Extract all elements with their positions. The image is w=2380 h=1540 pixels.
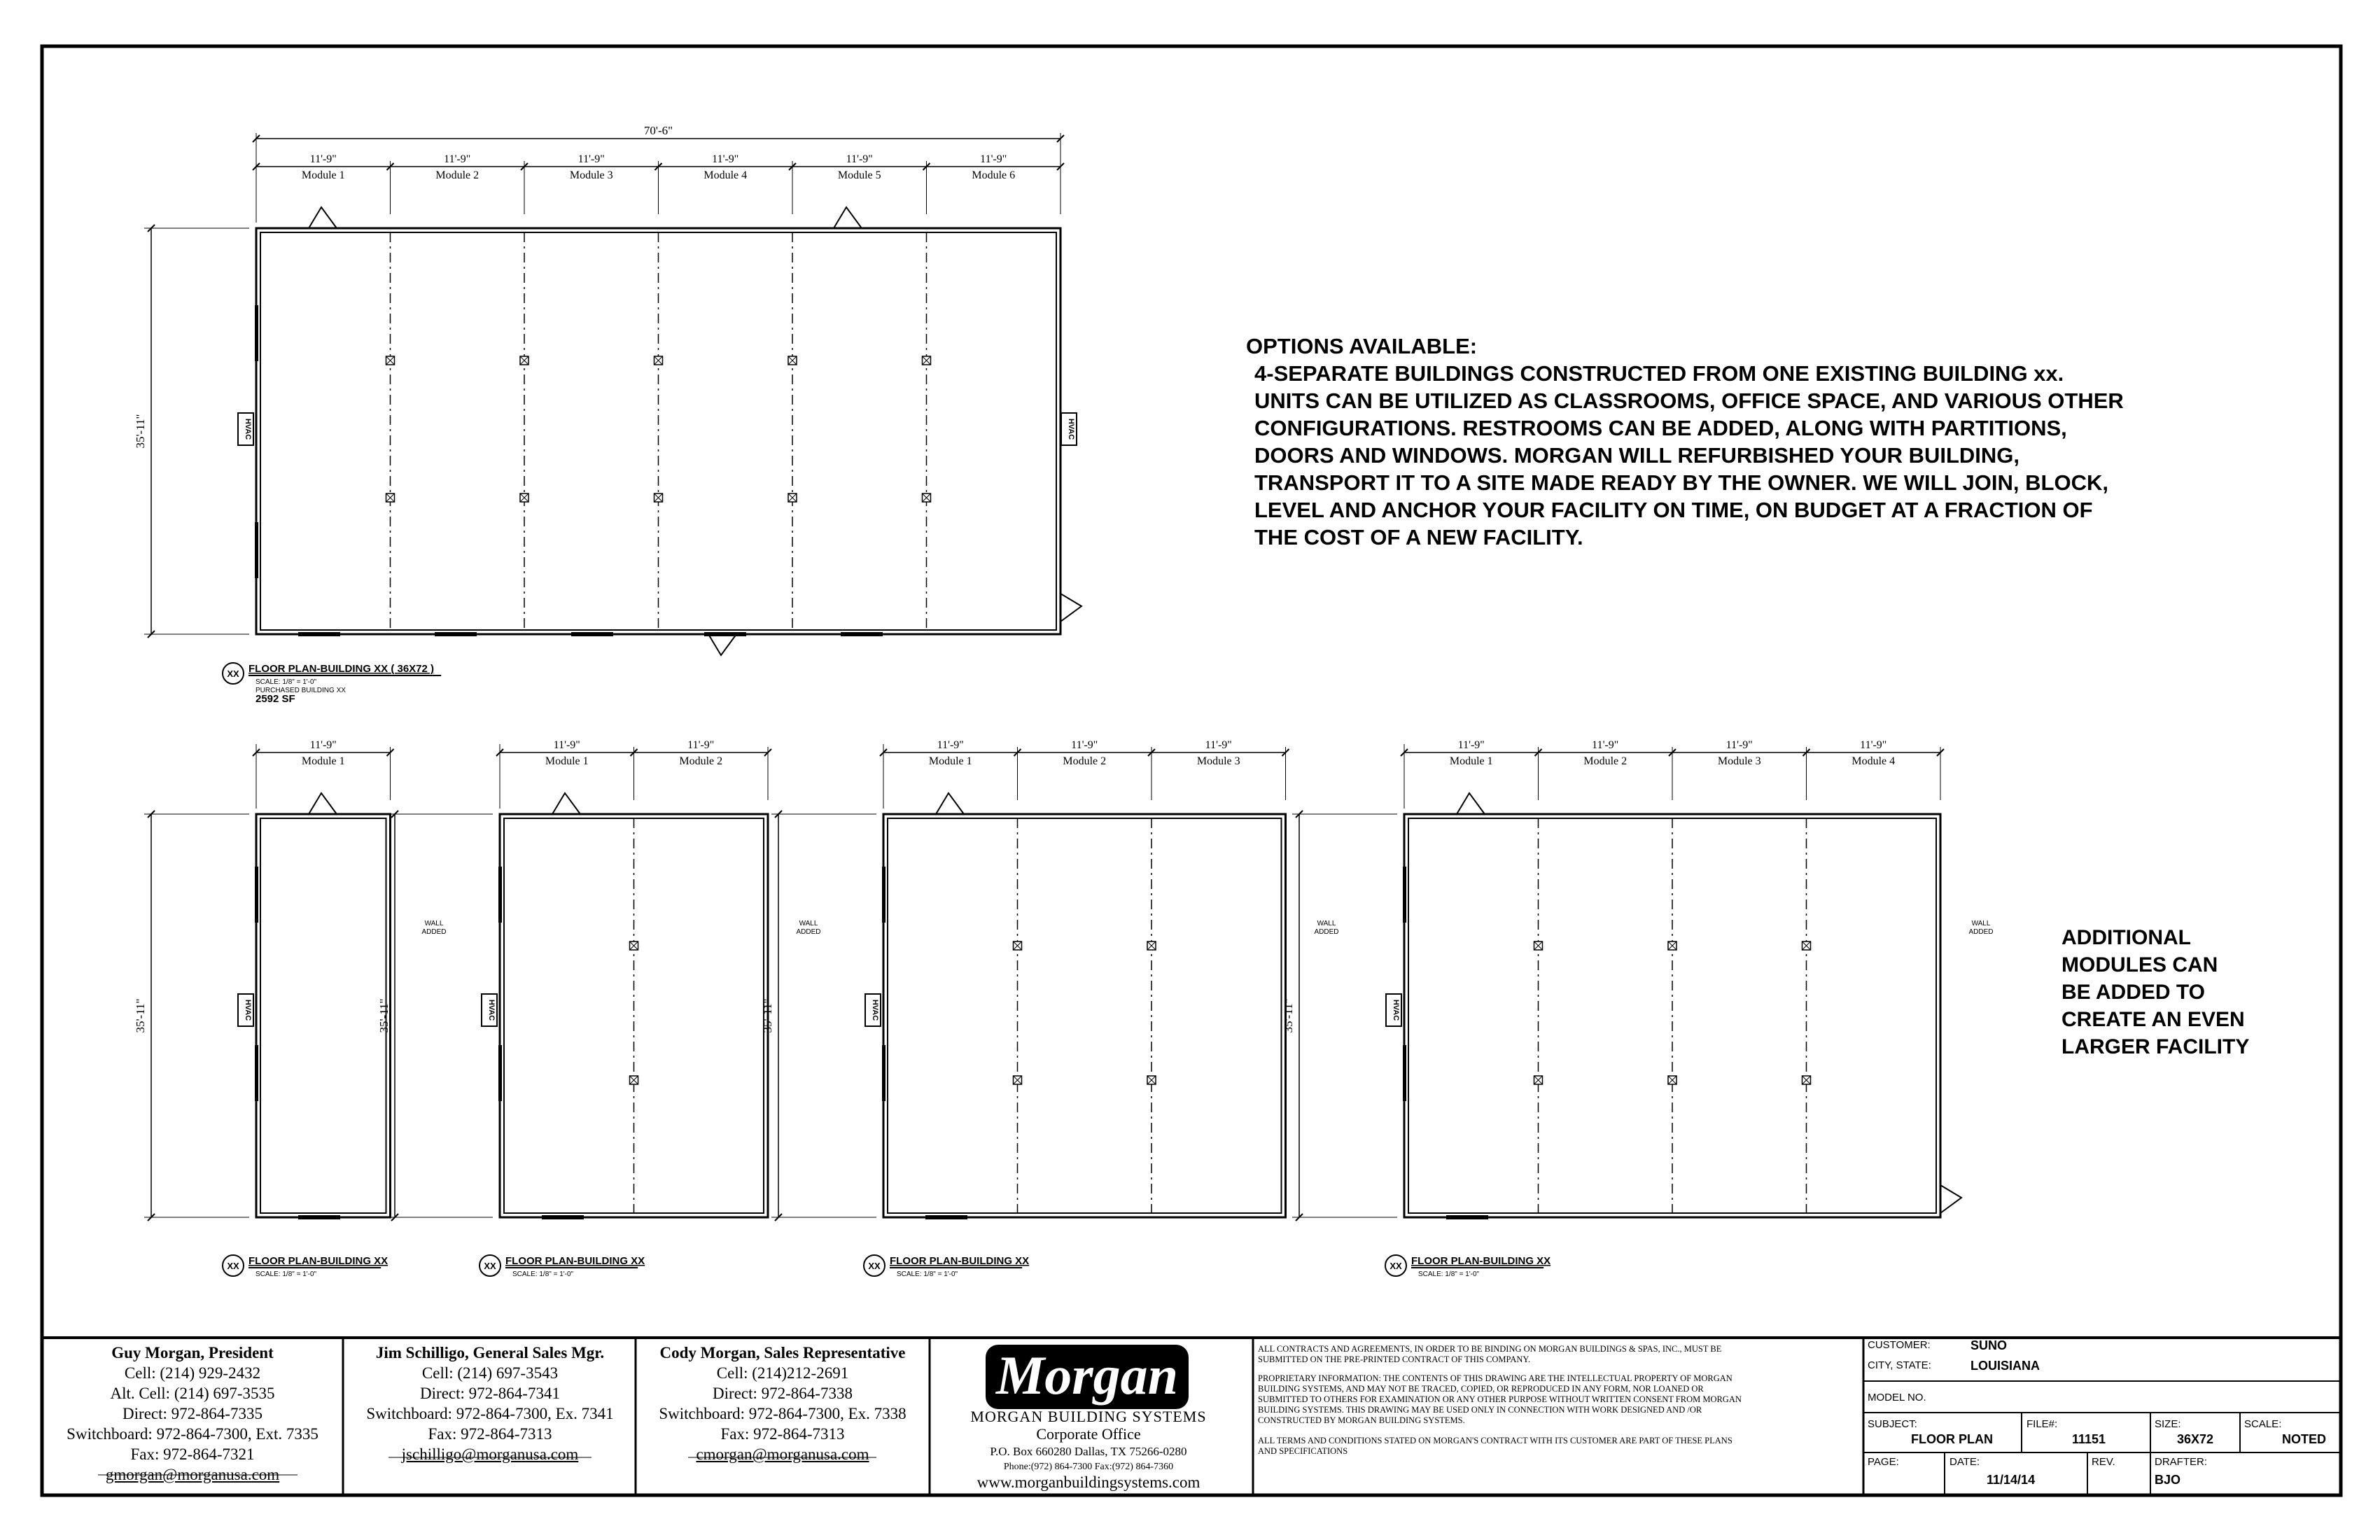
small-floor-plan <box>761 739 1289 1278</box>
contact-guy-morgan <box>46 1343 340 1485</box>
options-line: THE COST OF A NEW FACILITY. <box>1254 525 1583 550</box>
file-value: 11151 <box>2072 1432 2106 1446</box>
additional-modules-note <box>2062 924 2249 1060</box>
date-label: DATE: <box>1949 1456 1980 1468</box>
module-label: Module 4 <box>1851 755 1896 767</box>
contact-line: Cell: (214) 697-3543 <box>421 1364 559 1382</box>
door-swing <box>309 793 337 814</box>
module-label: Module 5 <box>837 169 881 181</box>
module-width-label: 11'-9" <box>937 739 964 751</box>
customer-label: CUSTOMER: <box>1868 1339 1931 1351</box>
module-label: Module 3 <box>569 169 613 181</box>
module-label: Module 2 <box>679 755 723 767</box>
window <box>925 1215 967 1219</box>
contact-email-link[interactable]: jschilligo@morganusa.com <box>401 1446 579 1463</box>
contact-line: Direct: 972-864-7338 <box>713 1385 853 1402</box>
options-line: 4-SEPARATE BUILDINGS CONSTRUCTED FROM ONE EXISTING BUILDING xx. <box>1254 361 2064 386</box>
additional-line: BE ADDED TO <box>2062 981 2206 1004</box>
door-swing <box>309 207 337 228</box>
module-width-label: 11'-9" <box>309 739 337 751</box>
module-width-label: 11'-9" <box>846 153 873 165</box>
module-label: Module 1 <box>1449 755 1493 767</box>
legal-line: CONSTRUCTED BY MORGAN BUILDING SYSTEMS. <box>1258 1415 1465 1425</box>
module-width-label: 11'-9" <box>1457 739 1485 751</box>
options-line: DOORS AND WINDOWS. MORGAN WILL REFURBISHED YOUR BUILDING, <box>1254 443 2020 468</box>
options-note <box>1246 332 2124 551</box>
plan-title: FLOOR PLAN-BUILDING XX <box>505 1255 645 1267</box>
door-swing <box>1457 793 1485 814</box>
options-line: LEVEL AND ANCHOR YOUR FACILITY ON TIME, ON BUDGET AT A FRACTION OF <box>1254 498 2093 522</box>
options-heading: OPTIONS AVAILABLE: <box>1246 334 1478 358</box>
module-label: Module 1 <box>545 755 589 767</box>
contact-line: Direct: 972-864-7335 <box>122 1405 262 1422</box>
company-info <box>938 1408 1239 1491</box>
additional-line: CREATE AN EVEN <box>2062 1008 2245 1031</box>
rev-label: REV. <box>2092 1456 2115 1468</box>
module-width-label: 11'-9" <box>444 153 471 165</box>
module-width-label: 11'-9" <box>553 739 580 751</box>
plan-scale: SCALE: 1/8" = 1'-0" <box>255 678 317 686</box>
overall-dim-label: 70'-6" <box>643 124 673 137</box>
legal-line: BUILDING SYSTEMS. THIS DRAWING MAY BE USED ONLY IN CONNECTION WITH WORK DESIGNED AND /OR <box>1258 1405 1702 1415</box>
company-address: P.O. Box 660280 Dallas, TX 75266-0280 <box>990 1445 1187 1458</box>
door-swing <box>708 634 736 655</box>
window <box>498 1045 502 1101</box>
plan-scale: SCALE: 1/8" = 1'-0" <box>1418 1270 1480 1278</box>
module-width-label: 11'-9" <box>578 153 605 165</box>
door-swing <box>834 207 862 228</box>
plan-marker-label: XX <box>484 1261 496 1271</box>
scale-label: SCALE: <box>2244 1418 2282 1430</box>
depth-label: 35'-11" <box>377 998 391 1033</box>
drafter-value: BJO <box>2155 1473 2181 1487</box>
wall-added-note: WALL <box>1317 920 1336 927</box>
module-width-label: 11'-9" <box>1726 739 1753 751</box>
window <box>255 305 258 361</box>
main-floor-plan <box>134 124 1082 705</box>
module-label: Module 2 <box>1063 755 1107 767</box>
door-swing <box>936 793 964 814</box>
window <box>1403 1045 1406 1101</box>
module-label: Module 6 <box>972 169 1016 181</box>
city-value: LOUISIANA <box>1970 1359 2040 1373</box>
window <box>882 867 886 923</box>
morgan-logo: Morgan <box>986 1345 1189 1409</box>
hvac-label: HVAC <box>1067 418 1075 440</box>
model-label: MODEL NO. <box>1868 1392 1926 1404</box>
interior-wall <box>888 818 1282 1213</box>
small-floor-plan <box>377 739 771 1278</box>
plan-title: FLOOR PLAN-BUILDING XX <box>890 1255 1030 1267</box>
legal-line: PROPRIETARY INFORMATION: THE CONTENTS OF THIS DRAWING ARE THE INTELLECTUAL PROPERTY OF MORGAN <box>1258 1373 1732 1383</box>
legal-proprietary <box>1258 1373 1860 1426</box>
additional-line: ADDITIONAL <box>2062 926 2191 949</box>
plan-title: FLOOR PLAN-BUILDING XX <box>248 1255 388 1267</box>
options-line: CONFIGURATIONS. RESTROOMS CAN BE ADDED, ALONG WITH PARTITIONS, <box>1254 416 2067 440</box>
window <box>298 1215 340 1219</box>
module-label: Module 4 <box>704 169 748 181</box>
legal-terms <box>1258 1436 1860 1457</box>
plan-title: FLOOR PLAN-BUILDING XX ( 36X72 ) <box>248 663 435 675</box>
wall-added-note: ADDED <box>796 928 821 936</box>
module-label: Module 3 <box>1196 755 1240 767</box>
window <box>255 867 258 923</box>
contact-line: Cell: (214) 929-2432 <box>124 1364 261 1382</box>
window <box>542 1215 584 1219</box>
module-width-label: 11'-9" <box>687 739 715 751</box>
wall-added-note: ADDED <box>421 928 447 936</box>
plan-marker-label: XX <box>1390 1261 1402 1271</box>
contact-line: Alt. Cell: (214) 697-3535 <box>110 1385 275 1402</box>
small-floor-plan <box>1282 739 1961 1278</box>
module-width-label: 11'-9" <box>1860 739 1887 751</box>
door-swing <box>1940 1185 1961 1213</box>
hvac-label: HVAC <box>871 999 879 1021</box>
wall-added-note: WALL <box>1971 920 1991 927</box>
contact-jim-schilligo <box>346 1343 634 1464</box>
contact-name: Jim Schilligo, General Sales Mgr. <box>375 1344 605 1362</box>
wall-added-note: WALL <box>424 920 444 927</box>
module-label: Module 3 <box>1717 755 1761 767</box>
window <box>435 632 477 636</box>
wall-added-note: ADDED <box>1968 928 1994 936</box>
city-label: CITY, STATE: <box>1868 1359 1931 1371</box>
depth-label: 35'-11" <box>134 998 147 1033</box>
contact-name: Guy Morgan, President <box>111 1344 274 1362</box>
company-website-link[interactable]: www.morganbuildingsystems.com <box>976 1474 1200 1491</box>
module-label: Module 1 <box>301 169 345 181</box>
legal-notes <box>1258 1344 1860 1457</box>
window <box>704 632 746 636</box>
window <box>841 632 883 636</box>
contact-line: Fax: 972-864-7313 <box>428 1425 552 1443</box>
size-value: 36X72 <box>2177 1432 2214 1446</box>
window <box>498 867 502 923</box>
module-label: Module 2 <box>435 169 479 181</box>
legal-line: ALL CONTRACTS AND AGREEMENTS, IN ORDER TO BE BINDING ON MORGAN BUILDINGS & SPAS, INC., MUST BE <box>1258 1344 1722 1354</box>
options-line: UNITS CAN BE UTILIZED AS CLASSROOMS, OFFICE SPACE, AND VARIOUS OTHER <box>1254 388 2124 413</box>
contact-line: Switchboard: 972-864-7300, Ext. 7335 <box>66 1425 318 1443</box>
module-width-label: 11'-9" <box>309 153 337 165</box>
contact-line: Direct: 972-864-7341 <box>420 1385 560 1402</box>
company-name: MORGAN BUILDING SYSTEMS <box>970 1408 1207 1425</box>
exterior-wall <box>883 814 1286 1217</box>
depth-label: 35'-11" <box>1282 998 1295 1033</box>
subject-value: FLOOR PLAN <box>1911 1432 1993 1446</box>
legal-line: BUILDING SYSTEMS, AND MAY NOT BE TRACED, COPIED, OR REPRODUCED IN ANY FORM, NOR LOANED OR <box>1258 1384 1704 1394</box>
contact-email-link[interactable]: cmorgan@morganusa.com <box>696 1446 869 1463</box>
subject-label: SUBJECT: <box>1868 1418 1917 1430</box>
additional-line: LARGER FACILITY <box>2062 1035 2250 1058</box>
page-label: PAGE: <box>1868 1456 1899 1468</box>
company-phone: Phone:(972) 864-7300 Fax:(972) 864-7360 <box>1003 1462 1174 1472</box>
plan-scale: SCALE: 1/8" = 1'-0" <box>255 1270 317 1278</box>
hvac-label: HVAC <box>244 999 252 1021</box>
contact-email-link[interactable]: gmorgan@morganusa.com <box>105 1466 280 1483</box>
contact-line: Fax: 972-864-7321 <box>130 1446 255 1463</box>
legal-line: SUBMITTED TO OTHERS FOR EXAMINATION OR ANY OTHER PURPOSE WITHOUT WRITTEN CONSENT FROM MORGAN <box>1258 1394 1742 1404</box>
sheet-border <box>42 46 2341 1495</box>
window <box>255 1045 258 1101</box>
legal-line: SUBMITTED ON THE PRE-PRINTED CONTRACT OF THIS COMPANY. <box>1258 1354 1530 1364</box>
module-width-label: 11'-9" <box>1071 739 1098 751</box>
plan-note: PURCHASED BUILDING XX <box>255 687 346 694</box>
plan-title: FLOOR PLAN-BUILDING XX <box>1411 1255 1551 1267</box>
door-swing <box>552 793 580 814</box>
plan-note: 2592 SF <box>255 693 295 705</box>
contact-line: Cell: (214)212-2691 <box>716 1364 849 1382</box>
size-label: SIZE: <box>2155 1418 2181 1430</box>
exterior-wall <box>256 814 391 1217</box>
contact-line: Switchboard: 972-864-7300, Ex. 7338 <box>659 1405 906 1422</box>
hvac-label: HVAC <box>487 999 496 1021</box>
date-value: 11/14/14 <box>1987 1473 2036 1487</box>
legal-line: ALL TERMS AND CONDITIONS STATED ON MORGAN'S CONTRACT WITH ITS CUSTOMER ARE PART OF THESE PLANS <box>1258 1436 1732 1446</box>
contact-line: Fax: 972-864-7313 <box>720 1425 845 1443</box>
plan-marker-label: XX <box>227 1261 239 1271</box>
wall-added-note: ADDED <box>1314 928 1339 936</box>
small-floor-plan <box>134 739 394 1278</box>
contact-name: Cody Morgan, Sales Representative <box>659 1344 906 1362</box>
hvac-label: HVAC <box>1392 999 1400 1021</box>
file-label: FILE#: <box>2026 1418 2058 1430</box>
plan-scale: SCALE: 1/8" = 1'-0" <box>897 1270 958 1278</box>
contact-line: Switchboard: 972-864-7300, Ex. 7341 <box>366 1405 614 1422</box>
depth-label: 35'-11" <box>134 414 147 449</box>
plan-marker-label: XX <box>868 1261 881 1271</box>
window <box>882 1045 886 1101</box>
scale-value: NOTED <box>2282 1432 2326 1446</box>
interior-wall <box>260 818 386 1213</box>
wall-added-note: WALL <box>799 920 818 927</box>
plan-scale: SCALE: 1/8" = 1'-0" <box>512 1270 574 1278</box>
module-width-label: 11'-9" <box>1205 739 1232 751</box>
module-label: Module 1 <box>301 755 345 767</box>
customer-value: SUNO <box>1970 1338 2008 1352</box>
module-label: Module 2 <box>1583 755 1628 767</box>
drafter-label: DRAFTER: <box>2155 1456 2207 1468</box>
contact-cody-morgan <box>639 1343 926 1464</box>
depth-label: 35'-11" <box>761 998 774 1033</box>
company-office: Corporate Office <box>1036 1425 1141 1443</box>
window <box>571 632 613 636</box>
window <box>298 632 340 636</box>
legal-line: AND SPECIFICATIONS <box>1258 1446 1348 1456</box>
door-swing <box>1060 594 1082 622</box>
hvac-label: HVAC <box>244 418 252 440</box>
window <box>255 522 258 578</box>
module-width-label: 11'-9" <box>1592 739 1619 751</box>
window <box>1403 867 1406 923</box>
additional-line: MODULES CAN <box>2062 953 2218 976</box>
module-width-label: 11'-9" <box>980 153 1007 165</box>
legal-contracts <box>1258 1344 1860 1365</box>
window <box>1446 1215 1488 1219</box>
module-label: Module 1 <box>928 755 972 767</box>
options-line: TRANSPORT IT TO A SITE MADE READY BY THE OWNER. WE WILL JOIN, BLOCK, <box>1254 470 2108 495</box>
plan-marker-label: XX <box>227 668 239 679</box>
module-width-label: 11'-9" <box>712 153 739 165</box>
